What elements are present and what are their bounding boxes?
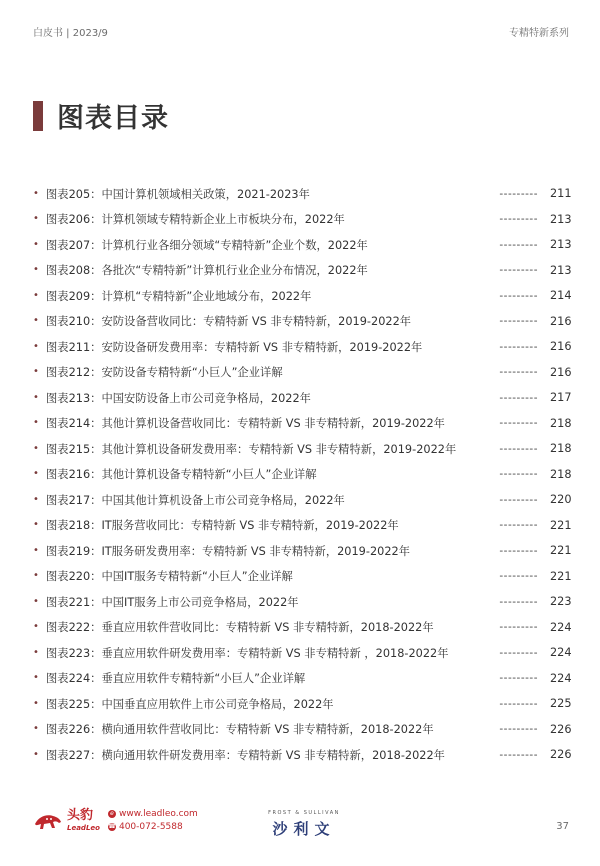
toc-leader-dots: ---------	[499, 264, 538, 277]
toc-page-number: 216	[550, 340, 572, 354]
toc-entry-label[interactable]: 图表225：中国垂直应用软件上市公司竞争格局，2022年	[46, 697, 334, 711]
toc-entry[interactable]	[33, 666, 572, 692]
toc-entry[interactable]	[33, 258, 572, 284]
toc-page-number: 213	[550, 212, 572, 226]
bullet-icon: •	[33, 238, 39, 250]
toc-page-number: 224	[550, 671, 572, 685]
toc-entry[interactable]	[33, 334, 572, 360]
toc-entry-label[interactable]: 图表219：IT服务研发费用率：专精特新 VS 非专精特新，2019-2022年	[46, 544, 410, 558]
toc-entry[interactable]	[33, 487, 572, 513]
toc-entry-label[interactable]: 图表218：IT服务营收同比：专精特新 VS 非专精特新，2019-2022年	[46, 519, 399, 533]
toc-page-number: 211	[550, 187, 572, 201]
toc-page-number: 223	[550, 595, 572, 609]
toc-page-number: 226	[550, 722, 572, 736]
toc-entry-label[interactable]: 图表214：其他计算机设备营收同比：专精特新 VS 非专精特新，2019-2022年	[46, 417, 445, 431]
toc-entry[interactable]	[33, 309, 572, 335]
toc-page-number: 226	[550, 748, 572, 762]
bullet-icon: •	[33, 595, 39, 607]
bullet-icon: •	[33, 621, 39, 633]
toc-entry-label[interactable]: 图表210：安防设备营收同比：专精特新 VS 非专精特新，2019-2022年	[46, 315, 412, 329]
toc-entry-label[interactable]: 图表223：垂直应用软件研发费用率：专精特新 VS 非专精特新 ，2018-2022年	[46, 646, 449, 660]
bullet-icon: •	[33, 468, 39, 480]
table-of-figures	[33, 181, 572, 768]
toc-page-number: 213	[550, 263, 572, 277]
brand-name	[67, 809, 100, 831]
partner-name-en: FROST & SULLIVAN	[268, 810, 340, 816]
header-report-info: 白皮书 | 2023/9	[33, 28, 108, 39]
toc-page-number: 221	[550, 569, 572, 583]
toc-page-number: 221	[550, 544, 572, 558]
bullet-icon: •	[33, 187, 39, 199]
toc-page-number: 217	[550, 391, 572, 405]
brand-name-en: LeadLeo	[67, 823, 100, 832]
toc-entry[interactable]	[33, 207, 572, 233]
toc-entry-label[interactable]: 图表205：中国计算机领域相关政策，2021-2023年	[46, 187, 310, 201]
bullet-icon: •	[33, 672, 39, 684]
toc-entry-label[interactable]: 图表211：安防设备研发费用率：专精特新 VS 非专精特新，2019-2022年	[46, 340, 423, 354]
toc-leader-dots: ---------	[499, 238, 538, 251]
toc-leader-dots: ---------	[499, 723, 538, 736]
toc-entry-label[interactable]: 图表226：横向通用软件营收同比：专精特新 VS 非专精特新，2018-2022年	[46, 723, 434, 737]
toc-entry[interactable]	[33, 232, 572, 258]
toc-leader-dots: ---------	[499, 519, 538, 532]
toc-entry[interactable]	[33, 436, 572, 462]
toc-entry[interactable]	[33, 411, 572, 437]
toc-entry[interactable]	[33, 640, 572, 666]
bullet-icon: •	[33, 493, 39, 505]
toc-entry-label[interactable]: 图表208：各批次“专精特新”计算机行业企业分布情况，2022年	[46, 264, 368, 278]
toc-page-number: 213	[550, 238, 572, 252]
toc-leader-dots: ---------	[499, 340, 538, 353]
leopard-icon	[33, 810, 63, 832]
toc-leader-dots: ---------	[499, 672, 538, 685]
bullet-icon: •	[33, 340, 39, 352]
toc-entry[interactable]	[33, 181, 572, 207]
header-series-name: 专精特新系列	[509, 28, 569, 39]
toc-entry-label[interactable]: 图表212：安防设备专精特新“小巨人”企业详解	[46, 366, 283, 380]
bullet-icon: •	[33, 213, 39, 225]
toc-page-number: 224	[550, 646, 572, 660]
globe-icon: e	[108, 810, 116, 818]
toc-leader-dots: ---------	[499, 646, 538, 659]
toc-entry[interactable]	[33, 283, 572, 309]
toc-entry[interactable]	[33, 513, 572, 539]
bullet-icon: •	[33, 289, 39, 301]
bullet-icon: •	[33, 391, 39, 403]
toc-leader-dots: ---------	[499, 213, 538, 226]
brand-name-cn: 头豹	[67, 808, 94, 824]
bullet-icon: •	[33, 544, 39, 556]
toc-page-number: 218	[550, 442, 572, 456]
toc-leader-dots: ---------	[499, 315, 538, 328]
toc-page-number: 218	[550, 467, 572, 481]
bullet-icon: •	[33, 417, 39, 429]
bullet-icon: •	[33, 723, 39, 735]
website-link[interactable]: www.leadleo.com	[118, 809, 198, 819]
toc-leader-dots: ---------	[499, 621, 538, 634]
toc-entry-label[interactable]: 图表224：垂直应用软件专精特新“小巨人”企业详解	[46, 672, 306, 686]
toc-entry-label[interactable]: 图表217：中国其他计算机设备上市公司竞争格局，2022年	[46, 493, 345, 507]
phone-icon: ☎	[108, 822, 116, 830]
toc-page-number: 220	[550, 493, 572, 507]
toc-entry[interactable]	[33, 564, 572, 590]
toc-page-number: 218	[550, 416, 572, 430]
toc-leader-dots: ---------	[499, 417, 538, 430]
toc-leader-dots: ---------	[499, 442, 538, 455]
toc-entry-label[interactable]: 图表220：中国IT服务专精特新“小巨人”企业详解	[46, 570, 293, 584]
toc-entry[interactable]	[33, 385, 572, 411]
toc-entry-label[interactable]: 图表216：其他计算机设备专精特新“小巨人”企业详解	[46, 468, 317, 482]
toc-leader-dots: ---------	[499, 748, 538, 761]
bullet-icon: •	[33, 748, 39, 760]
toc-entry[interactable]	[33, 691, 572, 717]
page-title: 图表目录	[57, 103, 169, 134]
phone-line	[108, 821, 198, 834]
toc-entry-label[interactable]: 图表213：中国安防设备上市公司竞争格局，2022年	[46, 391, 311, 405]
partner-name-cn: 沙利文	[272, 820, 336, 838]
page-number: 37	[556, 821, 569, 832]
bullet-icon: •	[33, 519, 39, 531]
toc-entry[interactable]	[33, 538, 572, 564]
toc-entry-label[interactable]: 图表221：中国IT服务上市公司竞争格局，2022年	[46, 595, 299, 609]
bullet-icon: •	[33, 646, 39, 658]
website-line[interactable]	[108, 808, 198, 821]
bullet-icon: •	[33, 366, 39, 378]
bullet-icon: •	[33, 570, 39, 582]
contact-info	[108, 808, 198, 833]
toc-entry-label[interactable]: 图表209：计算机“专精特新”企业地域分布，2022年	[46, 289, 312, 303]
toc-entry-label[interactable]: 图表215：其他计算机设备研发费用率：专精特新 VS 非专精特新，2019-2022年	[46, 442, 457, 456]
leadleo-logo	[33, 808, 198, 833]
toc-leader-dots: ---------	[499, 595, 538, 608]
toc-entry[interactable]	[33, 589, 572, 615]
toc-leader-dots: ---------	[499, 570, 538, 583]
bullet-icon: •	[33, 697, 39, 709]
toc-page-number: 221	[550, 518, 572, 532]
bullet-icon: •	[33, 442, 39, 454]
toc-entry[interactable]	[33, 360, 572, 386]
toc-leader-dots: ---------	[499, 391, 538, 404]
toc-leader-dots: ---------	[499, 366, 538, 379]
page-title-block	[33, 96, 169, 135]
toc-page-number: 224	[550, 620, 572, 634]
toc-entry-label[interactable]: 图表207：计算机行业各细分领域“专精特新”企业个数，2022年	[46, 238, 368, 252]
toc-page-number: 214	[550, 289, 572, 303]
toc-page-number: 216	[550, 314, 572, 328]
toc-page-number: 216	[550, 365, 572, 379]
toc-entry-label[interactable]: 图表222：垂直应用软件营收同比：专精特新 VS 非专精特新，2018-2022年	[46, 621, 434, 635]
toc-leader-dots: ---------	[499, 493, 538, 506]
phone-number: 400-072-5588	[118, 821, 183, 832]
toc-entry[interactable]	[33, 717, 572, 743]
toc-entry-label[interactable]: 图表227：横向通用软件研发费用率：专精特新 VS 非专精特新，2018-2022年	[46, 748, 445, 762]
toc-entry[interactable]	[33, 742, 572, 768]
toc-entry-label[interactable]: 图表206：计算机领域专精特新企业上市板块分布，2022年	[46, 213, 345, 227]
toc-leader-dots: ---------	[499, 697, 538, 710]
bullet-icon: •	[33, 315, 39, 327]
title-accent-bar	[33, 101, 43, 131]
toc-leader-dots: ---------	[499, 289, 538, 302]
toc-leader-dots: ---------	[499, 468, 538, 481]
toc-entry[interactable]	[33, 462, 572, 488]
frost-sullivan-logo	[244, 810, 364, 839]
toc-leader-dots: ---------	[499, 187, 538, 200]
toc-entry[interactable]	[33, 615, 572, 641]
toc-page-number: 225	[550, 697, 572, 711]
toc-leader-dots: ---------	[499, 544, 538, 557]
bullet-icon: •	[33, 264, 39, 276]
